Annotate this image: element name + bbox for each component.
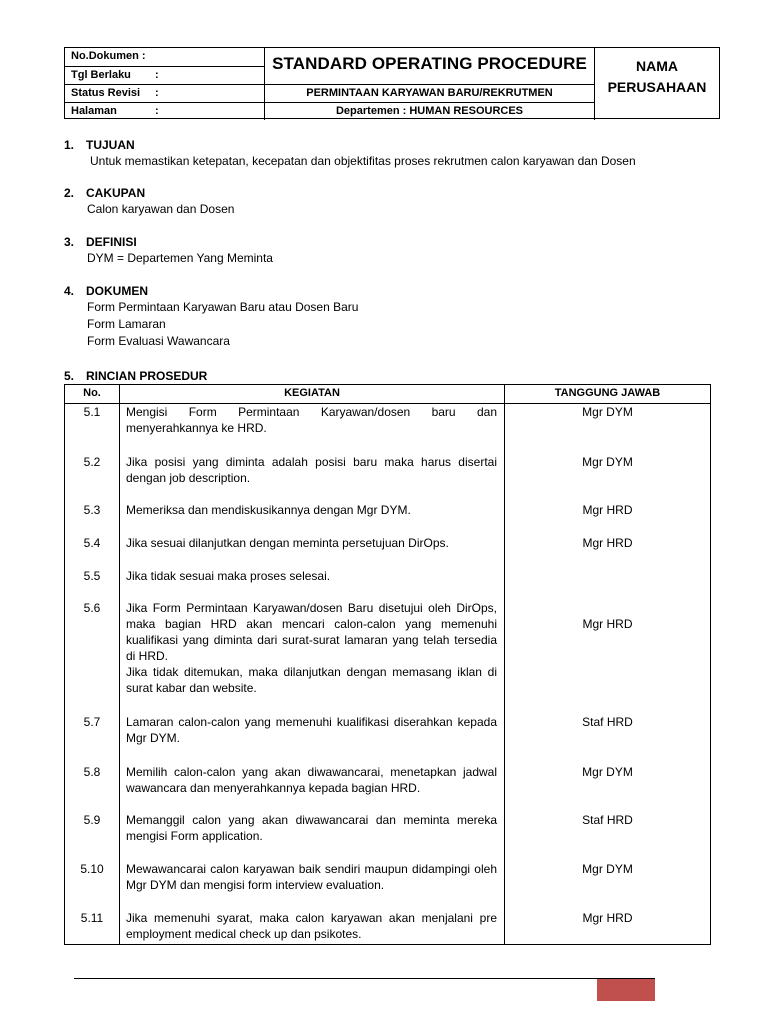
field-halaman	[65, 102, 264, 120]
section-heading	[64, 234, 273, 250]
row-number: 5.4	[83, 536, 101, 550]
field-status-revisi	[65, 84, 264, 102]
section-title: CAKUPAN	[86, 186, 146, 200]
footer-accent-box	[597, 979, 655, 1001]
section-heading	[64, 185, 234, 201]
row-responsible: Mgr DYM	[582, 765, 633, 779]
field-label: Halaman	[71, 105, 117, 117]
row-responsible: Mgr HRD	[582, 617, 633, 631]
row-activity	[126, 812, 497, 844]
footer-rule	[74, 978, 655, 979]
company-block	[595, 48, 719, 120]
section-number: 1.	[64, 138, 75, 152]
row-activity	[126, 502, 497, 518]
document-title-block	[265, 48, 595, 120]
section-line: Calon karyawan dan Dosen	[87, 202, 235, 216]
field-no-dokumen	[65, 48, 264, 66]
row-activity	[126, 764, 497, 796]
row-activity	[126, 404, 497, 436]
sop-title: STANDARD OPERATING PROCEDURE	[272, 54, 587, 73]
row-number: 5.3	[83, 503, 101, 517]
activity-text: Memeriksa dan mendiskusikannya dengan Mgr DYM.	[126, 503, 411, 517]
section-cakupan	[64, 185, 234, 218]
section-line: Untuk memastikan ketepatan, kecepatan dan objektifitas proses rekrutmen calon karyawan dan Dosen	[90, 154, 636, 168]
row-number: 5.8	[83, 765, 101, 779]
procedure-table	[64, 384, 711, 945]
activity-text: Jika tidak sesuai maka proses selesai.	[126, 569, 331, 583]
field-value: :	[155, 69, 159, 81]
row-activity	[126, 454, 497, 486]
activity-text: Mengisi Form Permintaan Karyawan/dosen baru dan menyerahkannya ke HRD.	[126, 405, 497, 435]
activity-text: Jika posisi yang diminta adalah posisi baru maka harus disertai dengan job description.	[126, 455, 497, 485]
row-activity	[126, 910, 497, 942]
field-label: Status Revisi	[71, 87, 141, 99]
row-number: 5.9	[83, 813, 101, 827]
row-responsible: Mgr DYM	[582, 455, 633, 469]
row-activity	[126, 714, 497, 746]
row-responsible: Staf HRD	[582, 813, 633, 827]
section-heading	[64, 368, 207, 384]
company-name-line: NAMA	[636, 58, 678, 74]
section-heading	[64, 283, 358, 299]
section-line: Form Lamaran	[87, 317, 166, 331]
activity-text: Jika tidak ditemukan, maka dilanjutkan dengan memasang iklan di surat kabar dan website.	[126, 665, 497, 695]
activity-text: Lamaran calon-calon yang memenuhi kualifikasi diserahkan kepada Mgr DYM.	[126, 715, 497, 745]
row-number: 5.2	[83, 455, 101, 469]
section-heading	[64, 137, 636, 153]
section-title: RINCIAN PROSEDUR	[86, 369, 208, 383]
section-tujuan	[64, 137, 636, 170]
section-rincian-prosedur	[64, 368, 207, 384]
row-responsible: Staf HRD	[582, 715, 633, 729]
row-activity	[126, 861, 497, 893]
field-value: :	[155, 105, 159, 117]
activity-text: Jika memenuhi syarat, maka calon karyawan akan menjalani pre employment medical check up dan psikotes.	[126, 911, 497, 941]
field-label: No.Dokumen :	[71, 50, 146, 62]
section-number: 3.	[64, 235, 75, 249]
section-title: DEFINISI	[86, 235, 137, 249]
row-number: 5.11	[80, 911, 104, 925]
section-number: 2.	[64, 186, 75, 200]
company-name	[595, 56, 719, 98]
section-line: Form Permintaan Karyawan Baru atau Dosen Baru	[87, 300, 359, 314]
row-number: 5.6	[83, 601, 101, 615]
row-responsible: Mgr DYM	[582, 405, 633, 419]
sop-department: Departemen : HUMAN RESOURCES	[265, 102, 594, 120]
section-line: DYM = Departemen Yang Meminta	[87, 251, 273, 265]
row-number: 5.10	[80, 862, 104, 876]
section-number: 4.	[64, 284, 75, 298]
activity-text: Jika sesuai dilanjutkan dengan meminta persetujuan DirOps.	[126, 536, 449, 550]
document-header	[64, 47, 720, 119]
row-responsible: Mgr HRD	[582, 536, 633, 550]
table-header	[65, 385, 710, 404]
section-title: TUJUAN	[86, 138, 135, 152]
section-dokumen	[64, 283, 358, 350]
activity-text: Memanggil calon yang akan diwawancarai dan meminta mereka mengisi Form application.	[126, 813, 497, 843]
column-header-no: No.	[83, 387, 101, 399]
section-title: DOKUMEN	[86, 284, 148, 298]
row-responsible: Mgr HRD	[582, 911, 633, 925]
activity-text: Mewawancarai calon karyawan baik sendiri maupun didampingi oleh Mgr DYM dan mengisi form interview evaluation.	[126, 862, 497, 892]
row-responsible: Mgr DYM	[582, 862, 633, 876]
document-meta	[65, 48, 265, 120]
column-divider	[119, 385, 120, 944]
column-header-activity: KEGIATAN	[284, 387, 340, 399]
section-number: 5.	[64, 369, 75, 383]
field-value: :	[155, 87, 159, 99]
section-line: Form Evaluasi Wawancara	[87, 334, 230, 348]
activity-text: Jika Form Permintaan Karyawan/dosen Baru disetujui oleh DirOps, maka bagian HRD akan mencari calon-calon yang memenuhi kualifikasi yang diminta dari surat-surat lamaran yang telah tersedia di HRD.	[126, 601, 497, 663]
column-header-responsible: TANGGUNG JAWAB	[554, 387, 661, 399]
row-activity	[126, 535, 497, 551]
row-activity	[126, 600, 497, 696]
row-responsible: Mgr HRD	[582, 503, 633, 517]
field-label: Tgl Berlaku	[71, 69, 131, 81]
row-number: 5.7	[83, 715, 101, 729]
section-definisi	[64, 234, 273, 267]
row-number: 5.5	[83, 569, 101, 583]
row-activity	[126, 568, 497, 584]
company-name-line: PERUSAHAAN	[607, 79, 707, 95]
row-number: 5.1	[83, 405, 101, 419]
activity-text: Memilih calon-calon yang akan diwawancarai, menetapkan jadwal wawancara dan menyerahkannya kepada bagian HRD.	[126, 765, 497, 795]
field-tgl-berlaku	[65, 66, 264, 84]
sop-subtitle: PERMINTAAN KARYAWAN BARU/REKRUTMEN	[265, 84, 594, 102]
